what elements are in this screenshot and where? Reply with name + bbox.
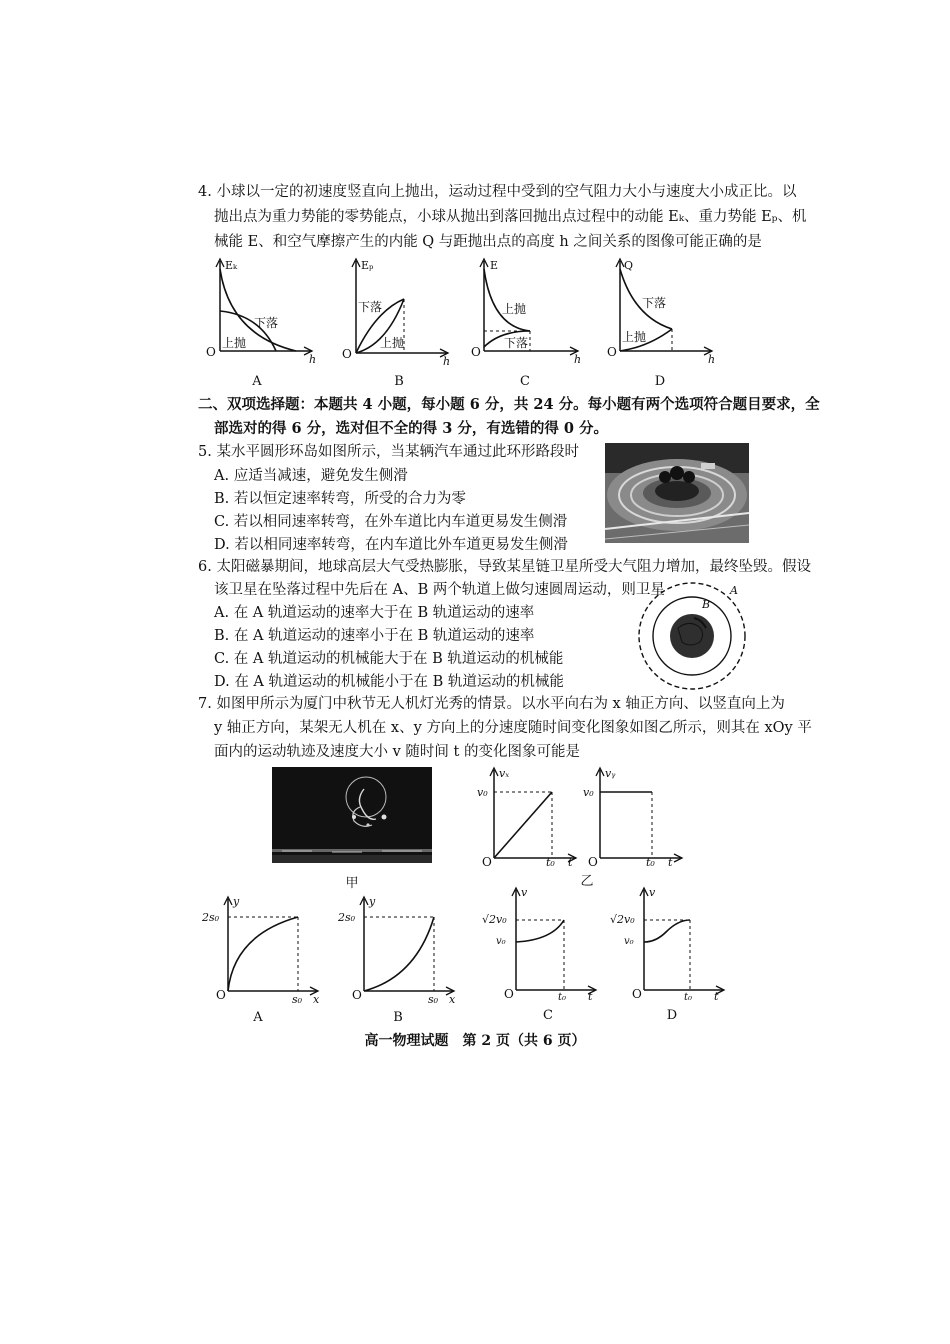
q4a-ylabel: Eₖ [225, 259, 238, 272]
caption-yi: 乙 [580, 874, 594, 889]
section2-line-1: 二、双项选择题：本题共 4 小题，每小题 6 分，共 24 分。每小题有两个选项符合题目要求，全 [198, 396, 820, 413]
q7-line-1: 7. 如图甲所示为厦门中秋节无人机灯光秀的情景。以水平向右为 x 轴正方向、以竖直向上为 [198, 696, 785, 712]
vy-origin: O [588, 855, 598, 869]
q4a-origin: O [206, 345, 216, 359]
q4a-xlabel: h [309, 353, 317, 366]
caption-jia: 甲 [345, 876, 359, 891]
q4-line-2: 抛出点为重力势能的零势能点，小球从抛出到落回抛出点过程中的动能 Eₖ、重力势能 Eₚ、机 [214, 209, 807, 225]
q4c-xlabel: h [574, 353, 582, 366]
q4c-curve2: 下落 [504, 336, 529, 350]
q7a-origin: O [216, 988, 226, 1002]
q4d-curve2: 上抛 [622, 330, 647, 344]
q4b-ylabel: Eₚ [361, 259, 374, 272]
orbit-label-a: A [730, 584, 738, 597]
roundabout-photo [605, 443, 749, 543]
q6-option-a: A. 在 A 轨道运动的速率大于在 B 轨道运动的速率 [214, 605, 535, 621]
q7c-origin: O [504, 987, 514, 1001]
q6-line-1: 6. 太阳磁暴期间，地球高层大气受热膨胀，导致某星链卫星所受大气阻力增加，最终坠毁。假设 [198, 559, 811, 575]
q7a-ymark: 2s₀ [202, 911, 220, 924]
q7d-ymark: v₀ [624, 936, 634, 947]
q4-option-b: B [394, 374, 404, 389]
q4-graph-b [336, 255, 456, 368]
q7a-xmark: s₀ [292, 993, 303, 1006]
q5-option-b: B. 若以恒定速率转弯，所受的合力为零 [214, 491, 466, 507]
orbit-diagram [636, 580, 748, 692]
q4d-xlabel: h [708, 353, 716, 366]
q4b-origin: O [342, 347, 352, 361]
vx-ylabel: vₓ [499, 767, 510, 780]
drone-show-photo [272, 767, 432, 863]
q7c-ymark-top: √2v₀ [482, 913, 507, 926]
q7b-xlabel: x [449, 993, 456, 1006]
q4a-curve1: 下落 [254, 316, 279, 330]
q4-option-d: D [654, 374, 666, 389]
q4b-xlabel: h [443, 355, 451, 368]
q7-graph-a [200, 893, 324, 1005]
q4-graph-c [470, 255, 590, 365]
q7c-ymark: v₀ [496, 936, 506, 947]
q4c-origin: O [471, 345, 481, 359]
vy-graph [583, 766, 686, 869]
q7-graph-c [484, 884, 600, 1004]
q4b-curve1: 下落 [358, 300, 383, 314]
q5-stem: 5. 某水平圆形环岛如图所示，当某辆汽车通过此环形路段时 [198, 444, 579, 460]
q4-graph-d [604, 255, 724, 365]
q7a-ylabel: y [233, 895, 240, 908]
orbit-label-b: B [702, 598, 711, 611]
q7d-xmark: t₀ [684, 992, 693, 1003]
vy-t0: t₀ [646, 856, 655, 869]
q7-graph-d [612, 884, 728, 1004]
q7c-xlabel: t [588, 990, 593, 1003]
q4b-curve2: 上抛 [380, 336, 405, 350]
q7-option-a: A [253, 1010, 263, 1025]
q7a-xlabel: x [313, 993, 320, 1006]
vx-t0: t₀ [546, 856, 555, 869]
q7b-ylabel: y [369, 895, 376, 908]
vx-t: t [568, 856, 573, 869]
q7d-ylabel: v [649, 886, 656, 899]
q5-option-c: C. 若以相同速率转弯，在外车道比内车道更易发生侧滑 [214, 514, 568, 530]
q4a-curve2: 上抛 [222, 336, 247, 350]
q4c-ylabel: E [490, 259, 499, 272]
section2-line-2: 部选对的得 6 分，选对但不全的得 3 分，有选错的得 0 分。 [214, 420, 609, 437]
q5-option-d: D. 若以相同速率转弯，在内车道比外车道更易发生侧滑 [214, 537, 568, 553]
q5-option-a: A. 应适当减速，避免发生侧滑 [214, 468, 408, 484]
page-footer: 高一物理试题 第 2 页（共 6 页） [364, 1033, 586, 1049]
q7-line-2: y 轴正方向，某架无人机在 x、y 方向上的分速度随时间变化图象如图乙所示，则其在 xOy 平 [214, 720, 812, 736]
q7b-ymark: 2s₀ [338, 911, 356, 924]
vx-v0: v₀ [477, 786, 488, 799]
q6-line-2: 该卫星在坠落过程中先后在 A、B 两个轨道上做匀速圆周运动，则卫星 [214, 582, 665, 598]
q6-option-b: B. 在 A 轨道运动的速率小于在 B 轨道运动的速率 [214, 628, 535, 644]
q7b-origin: O [352, 988, 362, 1002]
q7-option-d: D [666, 1008, 678, 1023]
q4-line-1: 4. 小球以一定的初速度竖直向上抛出，运动过程中受到的空气阻力大小与速度大小成正比。以 [198, 184, 797, 200]
q4d-curve1: 下落 [642, 296, 667, 310]
q7d-xlabel: t [714, 990, 719, 1003]
q7-option-c: C [543, 1008, 553, 1023]
q7b-xmark: s₀ [428, 993, 439, 1006]
q4c-curve1: 上抛 [502, 302, 527, 316]
q7d-ymark-top: √2v₀ [610, 913, 635, 926]
q6-option-c: C. 在 A 轨道运动的机械能大于在 B 轨道运动的机械能 [214, 651, 564, 667]
vy-ylabel: vᵧ [605, 767, 616, 780]
q4-graph-a [200, 255, 320, 365]
q7-graph-b [336, 893, 460, 1005]
q4d-ylabel: Q [624, 259, 634, 272]
vy-t: t [668, 856, 673, 869]
q7-line-3: 面内的运动轨迹及速度大小 v 随时间 t 的变化图象可能是 [214, 744, 580, 760]
q7-option-b: B [393, 1010, 403, 1025]
q4-option-a: A [252, 374, 262, 389]
vy-v0: v₀ [583, 786, 594, 799]
q4d-origin: O [607, 345, 617, 359]
q7c-xmark: t₀ [558, 992, 567, 1003]
q7d-origin: O [632, 987, 642, 1001]
q6-option-d: D. 在 A 轨道运动的机械能小于在 B 轨道运动的机械能 [214, 674, 564, 690]
q7c-ylabel: v [521, 886, 528, 899]
q4-line-3: 械能 E、和空气摩擦产生的内能 Q 与距抛出点的高度 h 之间关系的图像可能正确的是 [214, 234, 762, 250]
vx-graph [477, 766, 580, 869]
q4-option-c: C [520, 374, 530, 389]
vx-origin: O [482, 855, 492, 869]
